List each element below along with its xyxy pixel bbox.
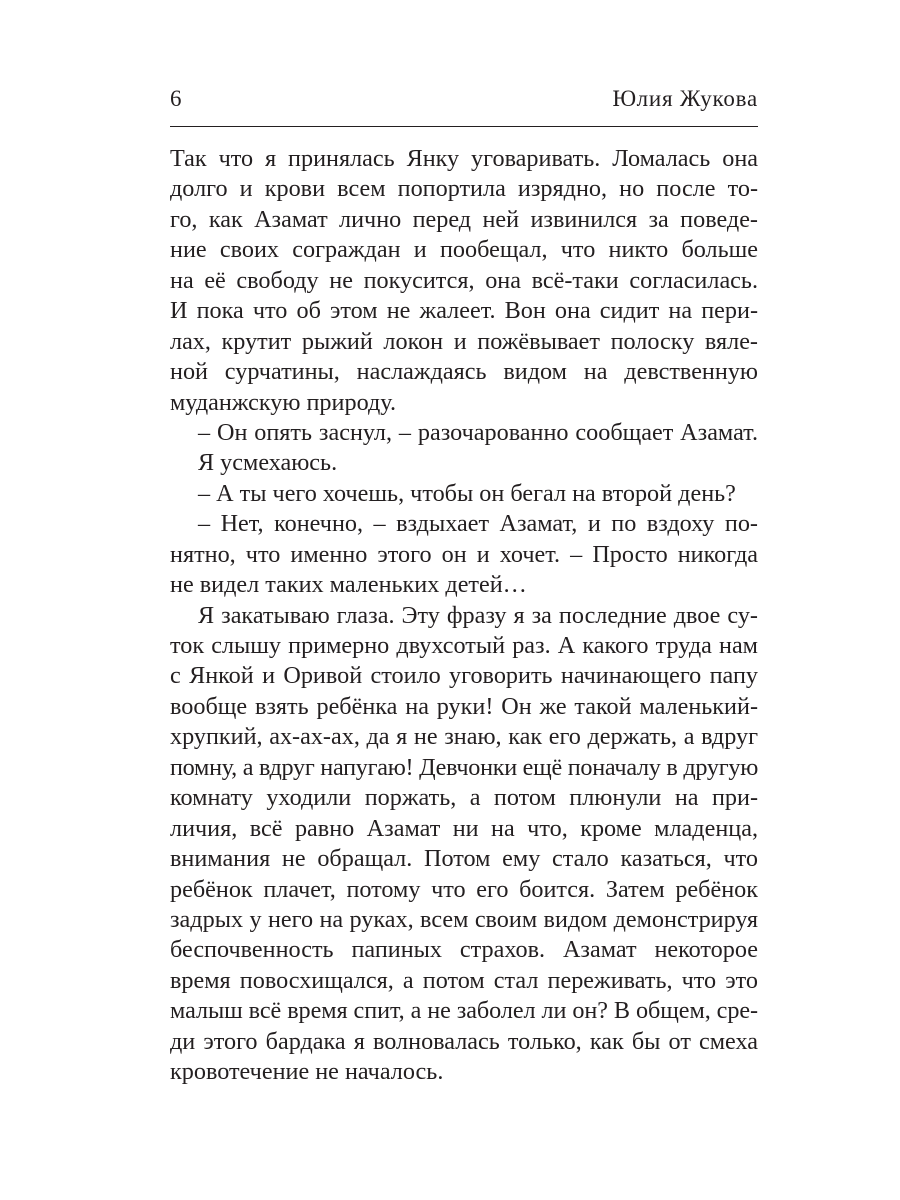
text-line: кровотечение не началось. xyxy=(170,1058,444,1086)
text-line: беспочвенность папиных страхов. Азамат некоторое xyxy=(170,936,758,964)
text-line: муданжскую природу. xyxy=(170,388,396,416)
text-line: на её свободу не покусится, она всё-таки согласилась. xyxy=(170,266,758,294)
text-line: хрупкий, ах-ах-ах, да я не знаю, как его держать, а вдруг xyxy=(170,723,758,751)
text-line: ди этого бардака я волновалась только, как бы от смеха xyxy=(170,1027,758,1055)
text-line: ток слышу примерно двухсотый раз. А какого труда нам xyxy=(170,632,758,659)
page-number: 6 xyxy=(170,86,182,111)
text-line: го, как Азамат лично перед ней извинился за поведе- xyxy=(170,205,758,233)
text-line: ребёнок плачет, потому что его боится. Затем ребёнок xyxy=(170,875,758,903)
text-line: Так что я принялась Янку уговаривать. Ломалась она xyxy=(170,145,758,172)
text-line: – А ты чего хочешь, чтобы он бегал на второй день? xyxy=(198,479,736,507)
running-header xyxy=(170,84,758,127)
text-line: ние своих сограждан и пообещал, что никто больше xyxy=(170,236,758,264)
book-page xyxy=(170,84,758,1088)
text-line: помну, а вдруг напугаю! Девчонки ещё поначалу в другую xyxy=(170,753,758,781)
text-line: вообще взять ребёнка на руки! Он же такой маленький- xyxy=(170,692,758,720)
text-line: ной сурчатины, наслаждаясь видом на девственную xyxy=(170,358,758,386)
text-line: комнату уходили поржать, а потом плюнули на при- xyxy=(170,784,758,812)
text-line: малыш всё время спит, а не заболел ли он? В общем, сре- xyxy=(170,997,758,1025)
text-line: нятно, что именно этого он и хочет. – Просто никогда xyxy=(170,540,758,568)
text-line: с Янкой и Оривой стоило уговорить начинающего папу xyxy=(170,662,758,690)
text-line: не видел таких маленьких детей… xyxy=(170,571,527,599)
text-line: И пока что об этом не жалеет. Вон она сидит на пери- xyxy=(170,297,758,325)
running-head-author: Юлия Жукова xyxy=(612,86,758,111)
body-text xyxy=(170,144,758,1088)
text-line: долго и крови всем попортила изрядно, но после то- xyxy=(170,175,758,203)
text-line: – Нет, конечно, – вздыхает Азамат, и по вздоху по- xyxy=(198,510,758,538)
text-line: задрых у него на руках, всем своим видом демонстрируя xyxy=(170,905,758,933)
text-line: – Он опять заснул, – разочарованно сообщает Азамат. xyxy=(198,418,758,446)
text-line: лах, крутит рыжий локон и пожёвывает полоску вяле- xyxy=(170,327,758,355)
text-line: личия, всё равно Азамат ни на что, кроме младенца, xyxy=(170,814,758,842)
text-line: внимания не обращал. Потом ему стало казаться, что xyxy=(170,845,758,873)
text-line: время повосхищался, а потом стал переживать, что это xyxy=(170,966,758,994)
text-line: Я усмехаюсь. xyxy=(198,449,338,477)
text-line: Я закатываю глаза. Эту фразу я за последние двое су- xyxy=(198,601,758,629)
